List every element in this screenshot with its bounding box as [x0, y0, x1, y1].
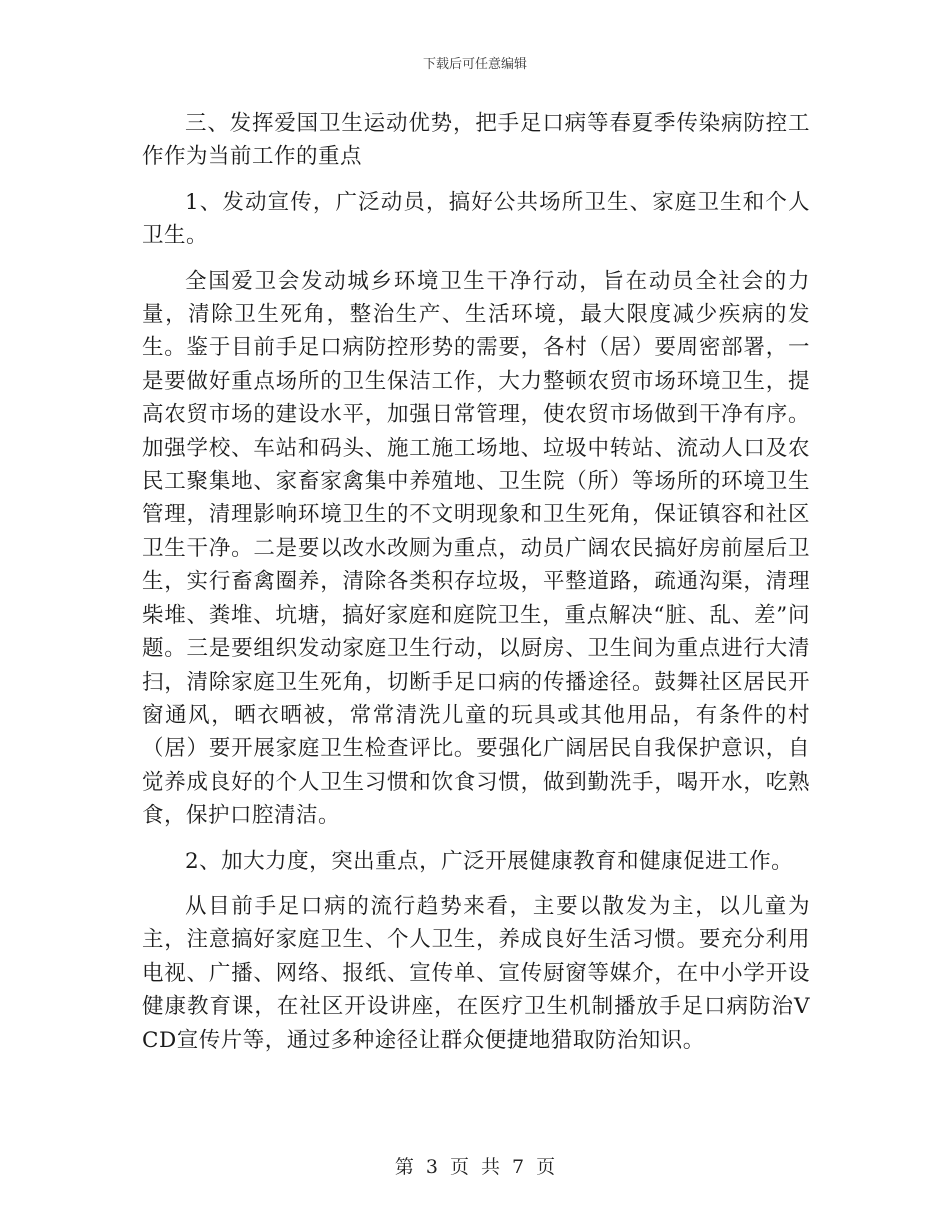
header-note: 下载后可任意编辑 — [422, 57, 527, 72]
body-paragraph-2: 从目前手足口病的流行趋势来看，主要以散发为主，以儿童为主，注意搞好家庭卫生、个人卫生，养成良好生活习惯。要充分利用电视、广播、网络、报纸、宣传单、宣传厨窗等媒介，在中小学开设健康教育课，在社区开设讲座，在医疗卫生机制播放手足口病防治VCD宣传片等，通过多种途径让群众便捷地猎取防治知识。 — [142, 893, 810, 1053]
section-heading: 三、发挥爱国卫生运动优势，把手足口病等春夏季传染病防控工作作为当前工作的重点 — [142, 111, 810, 170]
subheading-1: 1、发动宣传，广泛动员，搞好公共场所卫生、家庭卫生和个人卫生。 — [142, 189, 810, 249]
document-body — [142, 107, 810, 1057]
subheading-2: 2、加大力度，突出重点，广泛开展健康教育和健康促进工作。 — [185, 848, 794, 874]
page-number: 第 3 页 共 7 页 — [394, 1156, 556, 1178]
body-paragraph-1: 全国爱卫会发动城乡环境卫生干净行动，旨在动员全社会的力量，清除卫生死角，整治生产、生活环境，最大限度减少疾病的发生。鉴于目前手足口病防控形势的需要，各村（居）要周密部署，一是要做好重点场所的卫生保洁工作，大力整顿农贸市场环境卫生，提高农贸市场的建设水平，加强日常管理，使农贸市场做到干净有序。加强学校、车站和码头、施工施工场地、垃圾中转站、流动人口及农民工聚集地、家畜家禽集中养殖地、卫生院（所）等场所的环境卫生管理，清理影响环境卫生的不文明现象和卫生死角，保证镇容和社区卫生干净。二是要以改水改厕为重点，动员广阔农民搞好房前屋后卫生，实行畜禽圈养，清除各类积存垃圾，平整道路，疏通沟渠，清理柴堆、粪堆、坑塘，搞好家庭和庭院卫生，重点解决“脏、乱、差”问题。三是要组织发动家庭卫生行动，以厨房、卫生间为重点进行大清扫，清除家庭卫生死角，切断手足口病的传播途径。鼓舞社区居民开窗通风，晒衣晒被，常常清洗儿童的玩具或其他用品，有条件的村（居）要开展家庭卫生检查评比。要强化广阔居民自我保护意识，自觉养成良好的个人卫生习惯和饮食习惯，做到勤洗手，喝开水，吃熟食，保护口腔清洁。 — [142, 268, 810, 829]
